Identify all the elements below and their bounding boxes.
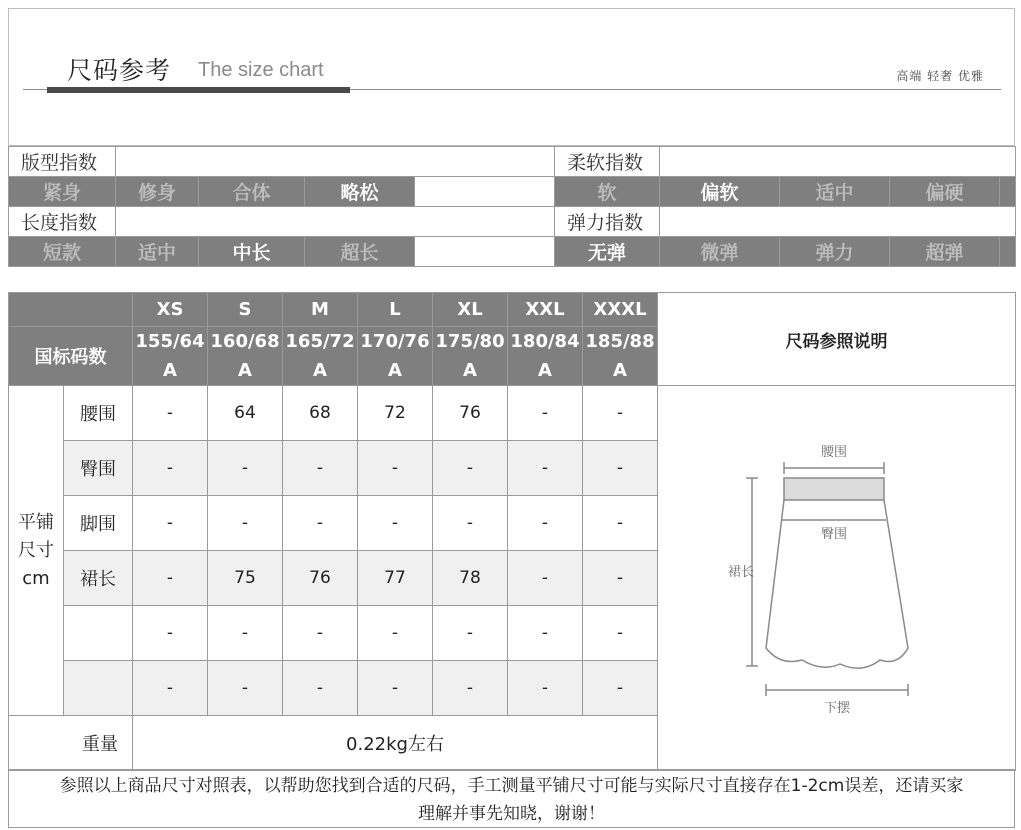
table-cell: - [358,661,433,716]
national-size-cell [433,327,508,386]
fit-option: 修身 [116,177,199,207]
elasticity-option: 超弹 [890,237,1000,267]
row-label [64,606,133,661]
elasticity-option: 微弹 [660,237,780,267]
fit-options-blank [415,177,555,207]
table-cell: - [583,386,658,441]
table-cell: - [508,661,583,716]
length-option: 超长 [305,237,415,267]
national-size-top: 160/68 [210,331,280,352]
table-cell: - [508,496,583,551]
table-cell: - [133,496,208,551]
national-size-bottom: A [238,360,252,381]
elasticity-option: 无弹 [555,237,660,267]
row-label: 腰围 [64,386,133,441]
size-header-cell: L [358,293,433,327]
diagram-length-label: 裙长 [727,565,754,580]
elasticity-index-spacer [660,207,1016,237]
footer-note-line: 参照以上商品尺寸对照表，以帮助您找到合适的尺码，手工测量平铺尺寸可能与实际尺寸直接存在1-2cm误差，还请买家 [59,776,964,796]
national-size-cell [583,327,658,386]
skirt-diagram [722,428,952,728]
table-cell: 76 [433,386,508,441]
table-cell: - [133,386,208,441]
length-option: 适中 [116,237,199,267]
table-cell: - [583,551,658,606]
table-cell: - [583,606,658,661]
title-cn: 尺码参考 [67,56,172,85]
fit-option: 紧身 [9,177,116,207]
table-cell: - [133,661,208,716]
flat-size-label-line: cm [22,567,50,589]
table-cell: - [283,441,358,496]
table-cell: - [358,606,433,661]
flat-size-label-line: 平铺 [18,511,54,533]
table-cell: - [508,551,583,606]
length-option: 中长 [199,237,305,267]
national-size-cell [358,327,433,386]
table-cell: - [208,661,283,716]
elasticity-options-blank [1000,237,1016,267]
row-label: 裙长 [64,551,133,606]
diagram-hip-label: 臀围 [820,527,847,542]
fit-index-spacer [116,147,555,177]
table-cell: - [508,606,583,661]
length-options-blank [415,237,555,267]
table-cell: - [433,661,508,716]
softness-option: 偏软 [660,177,780,207]
table-cell: - [283,496,358,551]
national-size-bottom: A [538,360,552,381]
table-cell: - [433,496,508,551]
waistband [784,478,884,500]
flat-size-label [9,386,64,716]
national-size-label: 国标码数 [9,327,133,386]
table-cell: - [133,441,208,496]
fit-option: 合体 [199,177,305,207]
table-cell: 78 [433,551,508,606]
table-cell: 76 [283,551,358,606]
header-accent-bar [47,87,350,93]
size-header-row [9,293,1016,327]
index-table [8,146,1016,267]
national-size-top: 155/64 [135,331,205,352]
table-cell: 77 [358,551,433,606]
table-cell: - [208,496,283,551]
size-header-corner [9,293,133,327]
row-label: 臀围 [64,441,133,496]
softness-option: 偏硬 [890,177,1000,207]
diagram-hem-label: 下摆 [823,701,850,716]
elasticity-option: 弹力 [780,237,890,267]
softness-index-spacer [660,147,1016,177]
table-cell: - [133,606,208,661]
table-cell: - [283,606,358,661]
table-cell: - [358,496,433,551]
table-cell: - [508,441,583,496]
skirt-body [766,500,908,668]
slogan: 高端 轻奢 优雅 [896,69,984,83]
table-cell: - [508,386,583,441]
national-size-bottom: A [463,360,477,381]
size-header-cell: XXXL [583,293,658,327]
row-label: 脚围 [64,496,133,551]
national-size-cell [133,327,208,386]
footer-note [8,769,1015,828]
table-cell: - [133,551,208,606]
size-table [8,292,1016,771]
size-note-title: 尺码参照说明 [658,293,1016,386]
elasticity-index-label: 弹力指数 [555,207,660,237]
diagram-waist-label: 腰围 [820,445,847,460]
index-row-length-options [9,237,1016,267]
size-header-cell: S [208,293,283,327]
national-size-top: 180/84 [510,331,580,352]
table-cell: 68 [283,386,358,441]
weight-label: 重量 [9,716,133,771]
size-header-cell: XXL [508,293,583,327]
size-header-cell: M [283,293,358,327]
row-label [64,661,133,716]
national-size-top: 175/80 [435,331,505,352]
length-index-spacer [116,207,555,237]
table-cell: - [583,496,658,551]
softness-option: 软 [555,177,660,207]
table-cell: - [283,661,358,716]
title-en: The size chart [198,59,324,81]
index-row-fit-label [9,147,1016,177]
national-size-bottom: A [613,360,627,381]
national-size-top: 170/76 [360,331,430,352]
skirt-diagram-cell [658,386,1016,771]
footer-note-line: 理解并事先知晓，谢谢！ [418,804,605,824]
table-cell: - [433,606,508,661]
table-cell: 64 [208,386,283,441]
table-cell: - [358,441,433,496]
table-cell: 75 [208,551,283,606]
national-size-cell [283,327,358,386]
national-size-bottom: A [313,360,327,381]
length-index-label: 长度指数 [9,207,116,237]
national-size-top: 165/72 [285,331,355,352]
size-header-cell: XL [433,293,508,327]
fit-index-label: 版型指数 [9,147,116,177]
index-row-fit-options [9,177,1016,207]
measure-row [9,386,1016,441]
table-cell: - [208,606,283,661]
national-size-top: 185/88 [585,331,655,352]
softness-option: 适中 [780,177,890,207]
length-option: 短款 [9,237,116,267]
national-size-cell [508,327,583,386]
table-cell: - [583,661,658,716]
national-size-cell [208,327,283,386]
table-cell: - [583,441,658,496]
national-size-bottom: A [163,360,177,381]
softness-options-blank [1000,177,1016,207]
size-chart-header [8,8,1015,146]
index-row-length-label [9,207,1016,237]
size-header-cell: XS [133,293,208,327]
table-cell: - [208,441,283,496]
softness-index-label: 柔软指数 [555,147,660,177]
national-size-bottom: A [388,360,402,381]
table-cell: - [433,441,508,496]
weight-value: 0.22kg左右 [133,716,658,771]
fit-option: 略松 [305,177,415,207]
flat-size-label-line: 尺寸 [18,539,54,561]
table-cell: 72 [358,386,433,441]
